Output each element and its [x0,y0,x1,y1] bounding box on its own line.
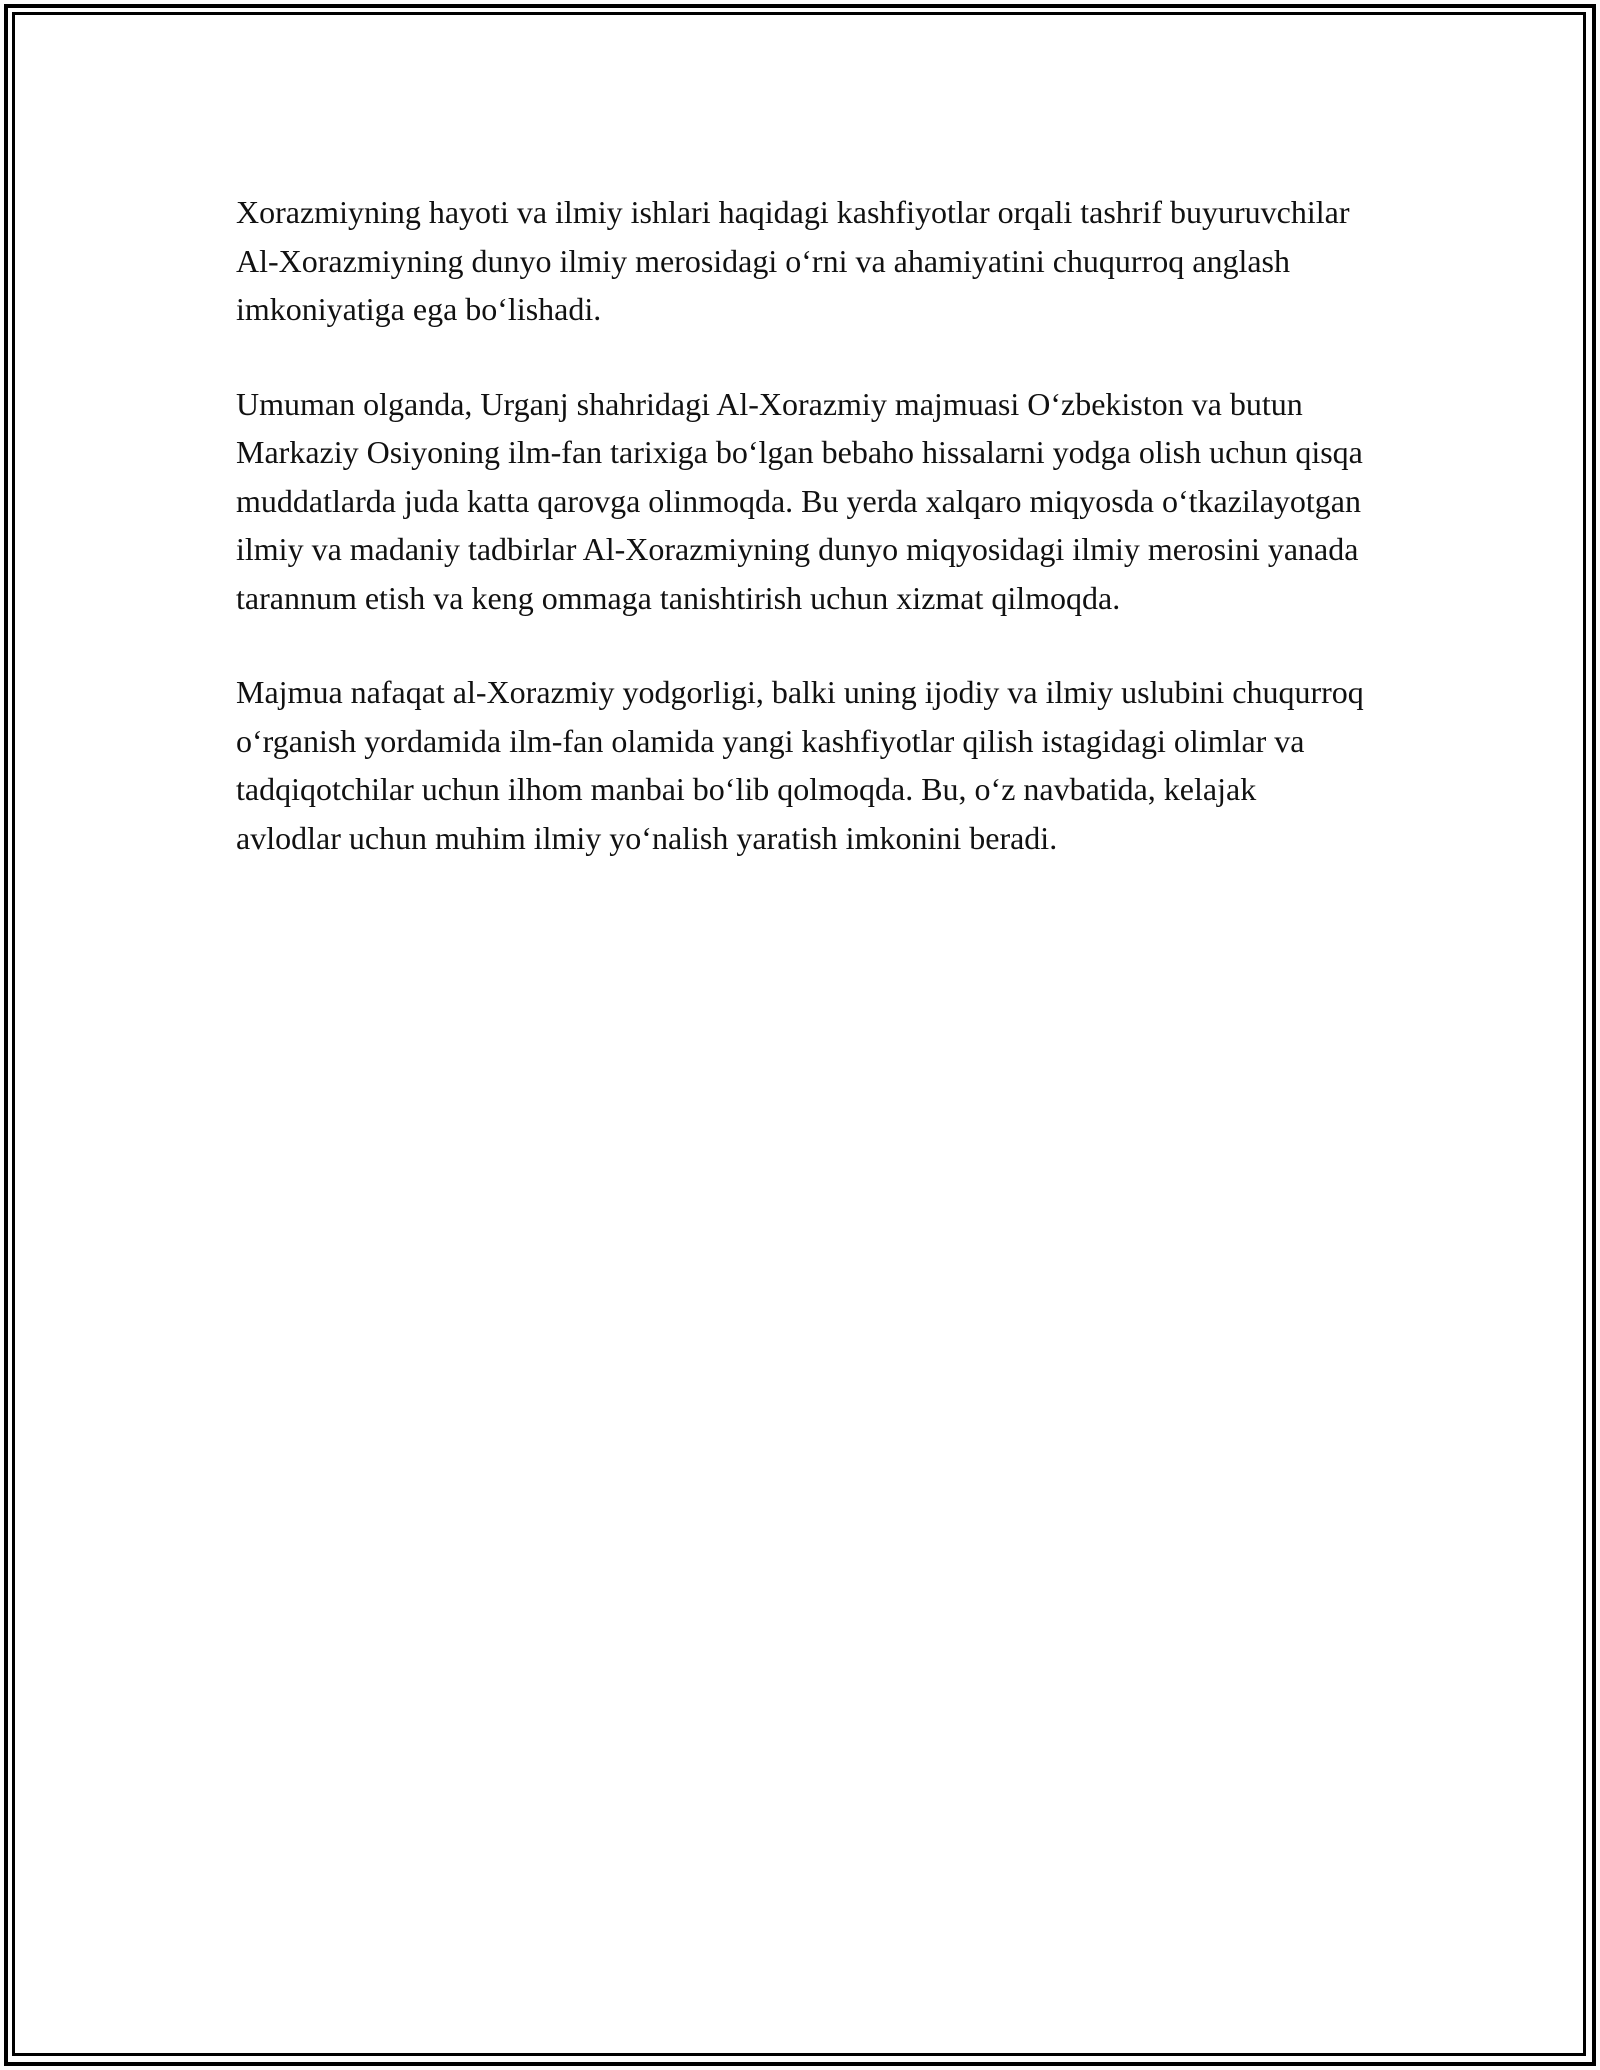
paragraph-3: Majmua nafaqat al-Xorazmiy yodgorligi, balki uning ijodiy va ilmiy uslubini chuqurroq o‘rganish yordamida ilm-fan olamida yangi kashfiyotlar qilish istagidagi olimlar va tadqiqotchilar uchun ilhom manbai bo‘lib qolmoqda. Bu, o‘z navbatida, kelajak avlodlar uchun muhim ilmiy yo‘nalish yaratish imkonini beradi. [236,674,1364,856]
paragraph-1: Xorazmiyning hayoti va ilmiy ishlari haqidagi kashfiyotlar orqali tashrif buyuruvchilar Al-Xorazmiyning dunyo ilmiy merosidagi o‘rni va ahamiyatini chuqurroq anglash imkoniyatiga ega bo‘lishadi. [236,194,1350,327]
paragraph-2: Umuman olganda, Urganj shahridagi Al-Xorazmiy majmuasi O‘zbekiston va butun Markaziy Osiyoning ilm-fan tarixiga bo‘lgan bebaho hissalarni yodga olish uchun qisqa muddatlarda juda katta qarovga olinmoqda. Bu yerda xalqaro miqyosda o‘tkazilayotgan ilmiy va madaniy tadbirlar Al-Xorazmiyning dunyo miqyosidagi ilmiy merosini yanada tarannum etish va keng ommaga tanishtirish uchun xizmat qilmoqda. [236,385,1363,616]
document-body [236,188,1366,908]
